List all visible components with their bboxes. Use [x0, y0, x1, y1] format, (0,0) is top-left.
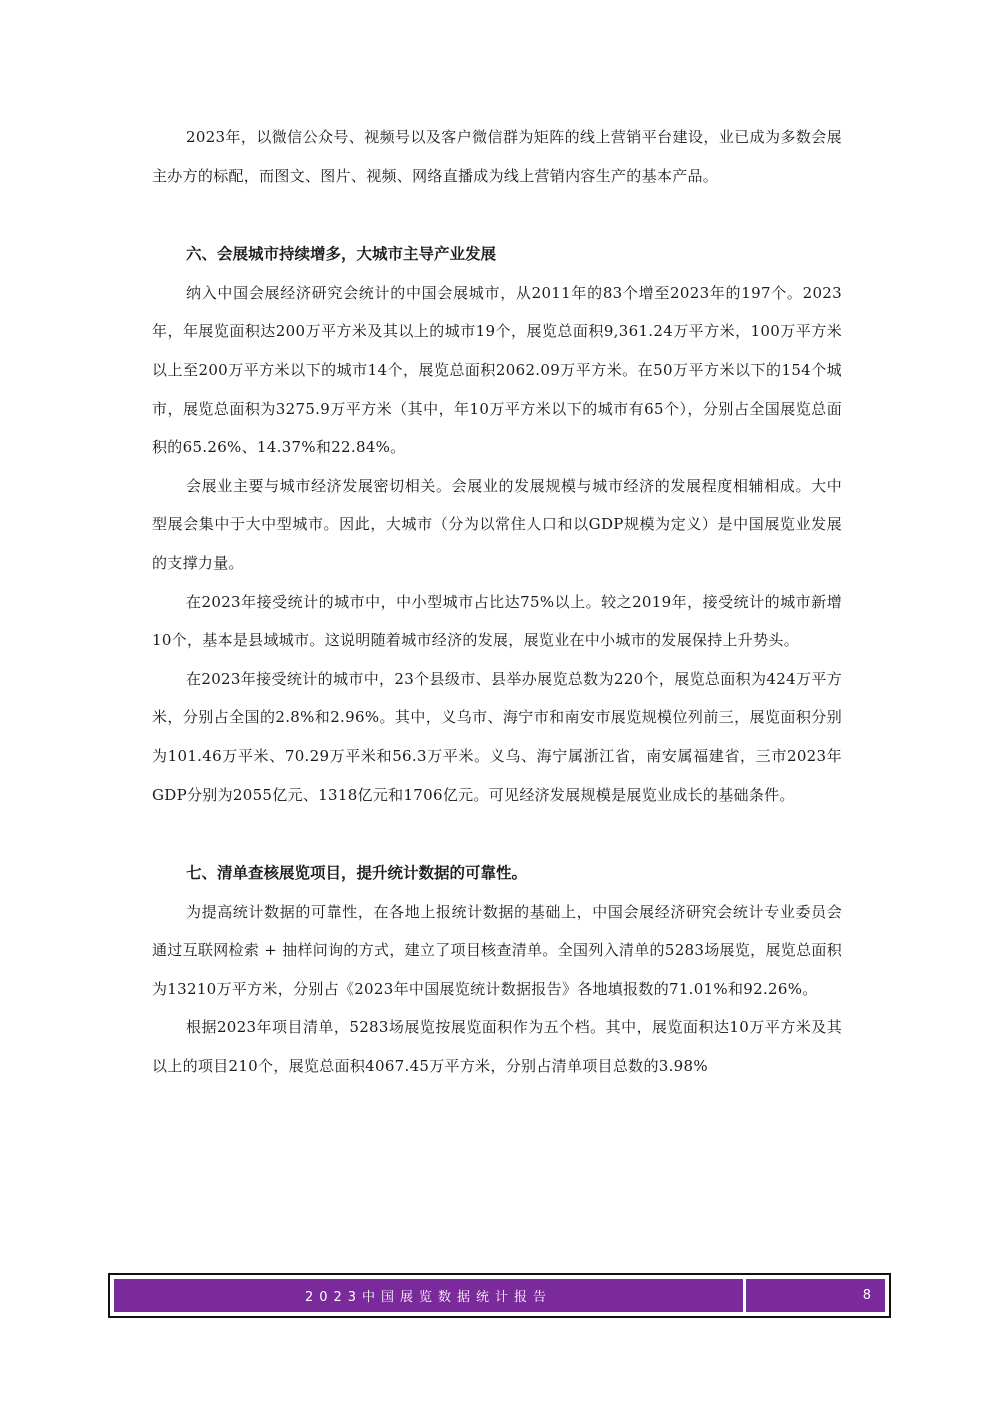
paragraph-project-tiers: 根据2023年项目清单，5283场展览按展览面积作为五个档。其中，展览面积达10万平方米及其以上的项目210个，展览总面积4067.45万平方米，分别占清单项目总数的3.98% [152, 1018, 842, 1076]
section-spacer [152, 195, 842, 235]
section-heading-6: 六、会展城市持续增多，大城市主导产业发展 [186, 245, 497, 264]
paragraph-small-cities: 在2023年接受统计的城市中，中小型城市占比达75%以上。较之2019年，接受统计的城市新增10个，基本是县域城市。这说明随着城市经济的发展，展览业在中小城市的发展保持上升势头。 [152, 592, 842, 650]
page-footer [108, 1273, 891, 1318]
section-spacer [152, 814, 842, 854]
section-heading-7: 七、清单查核展览项目，提升统计数据的可靠性。 [186, 864, 528, 883]
footer-report-title: 2023中国展览数据统计报告 [114, 1279, 746, 1312]
footer-page-number: 8 [746, 1279, 885, 1312]
paragraph-county-cities: 在2023年接受统计的城市中，23个县级市、县举办展览总数为220个，展览总面积为424万平方米，分别占全国的2.8%和2.96%。其中，义乌市、海宁市和南安市展览规模位列前三，展览面积分别为101.46万平米、70.29万平米和56.3万平米。义乌、海宁属浙江省，南安属福建省，三市2023年GDP分别为2055亿元、1318亿元和1706亿元。可见经济发展规模是展览业成长的基础条件。 [152, 669, 842, 804]
paragraph-city-count: 纳入中国会展经济研究会统计的中国会展城市，从2011年的83个增至2023年的197个。2023年，年展览面积达200万平方米及其以上的城市19个，展览总面积9,361.24万平方米，100万平方米以上至200万平方米以下的城市14个，展览总面积2062.09万平方米。在50万平方米以下的154个城市，展览总面积为3275.9万平方米（其中，年10万平方米以下的城市有65个），分别占全国展览总面积的65.26%、14.37%和22.84%。 [152, 283, 842, 457]
paragraph-checklist: 为提高统计数据的可靠性，在各地上报统计数据的基础上，中国会展经济研究会统计专业委员会通过互联网检索 + 抽样问询的方式，建立了项目核查清单。全国列入清单的5283场展览，展览总面积为13210万平方米，分别占《2023年中国展览统计数据报告》各地填报数的71.01%和92.26%。 [152, 902, 842, 998]
footer-bar [114, 1279, 885, 1312]
document-body [152, 118, 842, 1086]
paragraph-city-economy: 会展业主要与城市经济发展密切相关。会展业的发展规模与城市经济的发展程度相辅相成。大中型展会集中于大中型城市。因此，大城市（分为以常住人口和以GDP规模为定义）是中国展览业发展的支撑力量。 [152, 476, 842, 572]
paragraph-online-marketing: 2023年，以微信公众号、视频号以及客户微信群为矩阵的线上营销平台建设，业已成为多数会展主办方的标配，而图文、图片、视频、网络直播成为线上营销内容生产的基本产品。 [152, 128, 842, 185]
